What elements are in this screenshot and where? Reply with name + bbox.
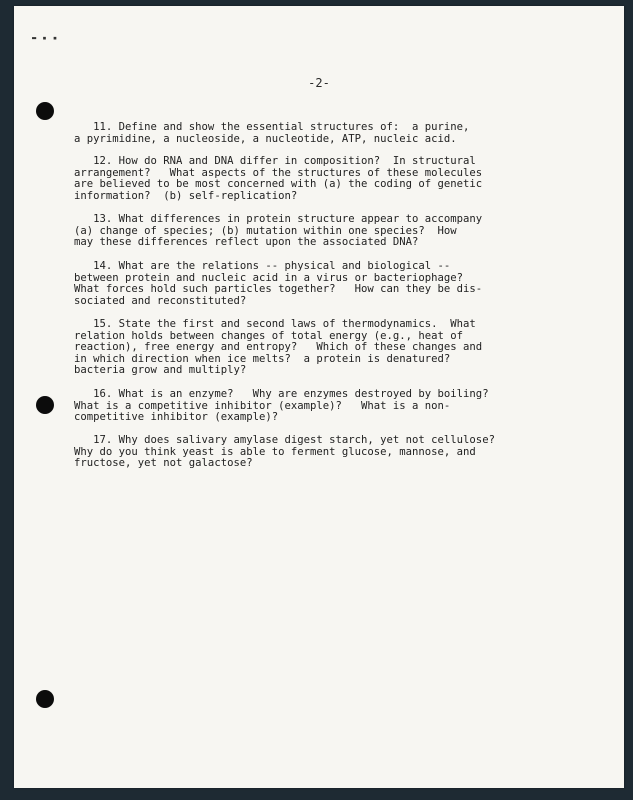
binder-hole-middle: [36, 396, 54, 414]
binder-hole-top: [36, 102, 54, 120]
question-12: 12. How do RNA and DNA differ in composition? In structural arrangement? What aspects of the structures of these molecules are believed to be most concerned with (a) the coding of genetic information? (b) self-replication?: [74, 155, 483, 202]
binder-hole-bottom: [36, 690, 54, 708]
document-page: [14, 6, 624, 788]
question-16: 16. What is an enzyme? Why are enzymes destroyed by boiling? What is a competitive inhibitor (example)? What is a non- competitive inhibitor (example)?: [74, 388, 489, 424]
question-17: 17. Why does salivary amylase digest starch, yet not cellulose? Why do you think yeast is able to ferment glucose, mannose, and fructose, yet not galactose?: [74, 434, 495, 470]
question-13: 13. What differences in protein structure appear to accompany (a) change of species; (b) mutation within one species? How may these differences reflect upon the associated DNA?: [74, 213, 483, 249]
question-11: 11. Define and show the essential structures of: a purine, a pyrimidine, a nucleoside, a nucleotide, ATP, nucleic acid.: [74, 121, 470, 145]
corner-mark: ▬ ▪ ▪: [32, 34, 59, 42]
question-14: 14. What are the relations -- physical and biological -- between protein and nucleic acid in a virus or bacteriophage? What forces hold such particles together? How can they be dis- sociated and reconstituted?: [74, 260, 483, 307]
page-number: -2-: [308, 76, 330, 90]
question-15: 15. State the first and second laws of thermodynamics. What relation holds between changes of total energy (e.g., heat of reaction), free energy and entropy? Which of these changes and in which direction when ice melts? a protein is denatured? bacteria grow and multiply?: [74, 318, 483, 377]
